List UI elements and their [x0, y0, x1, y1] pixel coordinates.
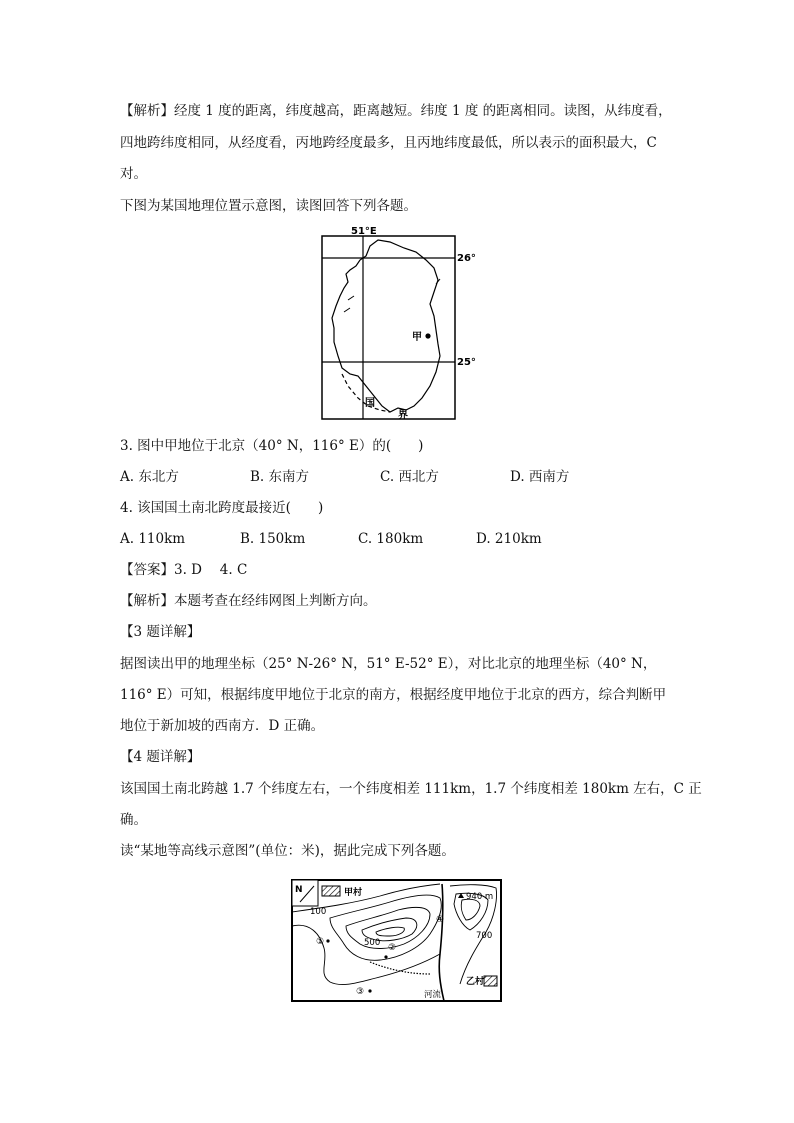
peak-label: 940 m: [466, 892, 494, 902]
q3-detail-line-3: 地位于新加坡的西南方．D 正确。: [120, 718, 325, 734]
village-a-icon: [322, 886, 340, 896]
point-2-marker: [384, 955, 387, 958]
contour-map: [290, 878, 504, 1004]
q3-detail-heading: 【3 题详解】: [120, 624, 201, 640]
q4-option-c: C. 180km: [358, 531, 424, 547]
q4-detail-line-1: 该国国土南北跨越 1.7 个纬度左右，一个纬度相差 111km，1.7 个纬度相差 180km 左右，C 正: [120, 781, 702, 797]
question-3: 3. 图中甲地位于北京（40° N，116° E）的( ): [120, 438, 424, 454]
jia-point-marker: [425, 333, 430, 338]
border-label-right: 界: [398, 410, 408, 421]
q3-option-a: A. 东北方: [120, 469, 179, 485]
analysis-paragraph-line-1: 【解析】经度 1 度的距离，纬度越高，距离越短。纬度 1 度 的距离相同。读图，从纬度看，: [120, 103, 672, 119]
country-location-map: [318, 226, 480, 422]
north-label: N: [295, 885, 303, 895]
answer-line: 【答案】3. D 4. C: [120, 562, 248, 578]
point-2-label: ②: [388, 943, 397, 953]
q4-detail-heading: 【4 题详解】: [120, 749, 201, 765]
point-1-marker: [326, 939, 329, 942]
q4-detail-line-2: 确。: [120, 812, 147, 828]
jia-label: 甲: [412, 332, 422, 343]
question-4: 4. 该国国土南北跨度最接近( ): [120, 500, 324, 516]
village-b-icon: [484, 976, 497, 986]
q4-option-d: D. 210km: [476, 531, 542, 547]
q3-option-b: B. 东南方: [250, 469, 310, 485]
analysis-paragraph-line-3: 对。: [120, 166, 147, 182]
point-3-label: ③: [356, 987, 365, 997]
latitude-26-label: 26°: [457, 253, 476, 264]
q3-detail-line-2: 116° E）可知，根据纬度甲地位于北京的南方，根据经度甲地位于北京的西方，综合判断甲: [120, 687, 667, 703]
analysis-paragraph-line-2: 四地跨纬度相同，从经度看，丙地跨经度最多，且丙地纬度最低，所以表示的面积最大，C: [120, 135, 657, 151]
village-b-label: 乙村: [466, 977, 485, 987]
border-label-left: 国: [365, 398, 375, 409]
q4-option-a: A. 110km: [120, 531, 186, 547]
point-3-marker: [368, 989, 371, 992]
longitude-label: 51°E: [351, 226, 377, 237]
river-label: 河流: [424, 990, 442, 1000]
analysis-line: 【解析】本题考查在经纬网图上判断方向。: [120, 593, 377, 609]
point-1-label: ①: [316, 937, 325, 947]
contour-700-label: 700: [476, 931, 493, 941]
q3-option-c: C. 西北方: [380, 469, 439, 485]
q3-option-d: D. 西南方: [510, 469, 570, 485]
intro-map-question: 下图为某国地理位置示意图，读图回答下列各题。: [120, 198, 417, 214]
contour-100-label: 100: [310, 907, 327, 917]
village-a-label: 甲村: [344, 888, 363, 898]
latitude-25-label: 25°: [457, 357, 476, 368]
intro-contour-question: 读“某地等高线示意图”(单位：米)，据此完成下列各题。: [120, 843, 455, 859]
q3-detail-line-1: 据图读出甲的地理坐标（25° N-26° N，51° E-52° E），对比北京的地理坐标（40° N，: [120, 656, 657, 672]
contour-500-label: 500: [364, 938, 381, 948]
point-4-label: ④: [436, 915, 445, 925]
q4-option-b: B. 150km: [240, 531, 306, 547]
